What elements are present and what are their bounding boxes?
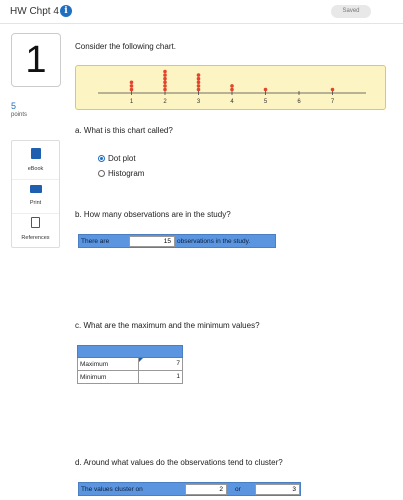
data-dot [163,70,167,74]
part-d-label: d. Around what values do the observations tend to cluster? [75,458,283,467]
ebook-button[interactable] [12,145,59,177]
top-bar [0,0,403,24]
x-tick-label: 6 [297,99,301,105]
data-dot [163,77,167,81]
book-icon [31,148,41,159]
table-row [77,371,183,384]
cluster-conjunction: or [235,486,241,493]
table-header [77,345,183,358]
x-tick-label: 5 [263,99,268,105]
points-label: points [11,112,28,118]
observations-prefix: There are [81,238,110,245]
points-value: 5 [11,101,17,111]
data-dot [197,73,201,77]
saved-status-button[interactable]: Saved [331,5,371,18]
data-dot [130,88,134,92]
data-dot [197,84,201,88]
minimum-input[interactable]: 1 [138,371,183,383]
part-a-label: a. What is this chart called? [75,126,173,135]
maximum-input[interactable]: 7 [138,358,183,370]
data-dot [264,88,268,92]
question-number: 1 [11,33,61,87]
assignment-title: HW Chpt 4 [10,6,59,17]
x-tick-label: 2 [163,99,167,105]
data-dot [197,77,201,81]
observations-answer-row [78,234,276,248]
cluster-input-1[interactable]: 2 [185,484,227,495]
data-dot [230,88,234,92]
maximum-label: Maximum [80,361,109,368]
cluster-input-2[interactable]: 3 [255,484,300,495]
dot-plot-chart [75,65,386,110]
references-button[interactable] [12,213,59,247]
part-b-label: b. How many observations are in the study? [75,210,231,219]
cluster-prefix: The values cluster on [81,486,143,493]
data-dot [163,73,167,77]
dot-plot-svg [76,66,387,111]
question-prompt: Consider the following chart. [75,42,176,51]
data-dot [163,84,167,88]
table-row [77,358,183,371]
data-dot [130,84,134,88]
max-min-table [77,345,183,384]
print-label: Print [29,200,42,206]
data-dot [163,88,167,92]
option-dot-plot-label: Dot plot [108,154,136,163]
observations-input[interactable]: 15 [129,236,175,247]
data-dot [331,88,335,92]
x-tick-label: 3 [196,99,201,105]
ebook-label: eBook [27,166,44,172]
radio-unselected-icon[interactable] [98,170,105,177]
data-dot [197,81,201,85]
radio-selected-icon[interactable] [98,155,105,162]
document-icon [31,217,40,228]
references-label: References [21,235,50,241]
data-dot [130,81,134,85]
observations-suffix: observations in the study. [177,238,251,245]
data-dot [230,84,234,88]
option-histogram-label: Histogram [108,169,145,178]
cluster-answer-row [78,482,301,496]
tools-panel [11,140,60,248]
x-tick-label: 1 [129,99,134,105]
info-icon[interactable]: i [60,5,72,17]
x-tick-label: 4 [230,99,234,105]
printer-icon [30,185,42,193]
data-dot [163,81,167,85]
minimum-label: Minimum [80,374,107,381]
data-dot [197,88,201,92]
x-tick-label: 7 [330,99,335,105]
part-c-label: c. What are the maximum and the minimum values? [75,321,260,330]
print-button[interactable] [12,179,59,211]
